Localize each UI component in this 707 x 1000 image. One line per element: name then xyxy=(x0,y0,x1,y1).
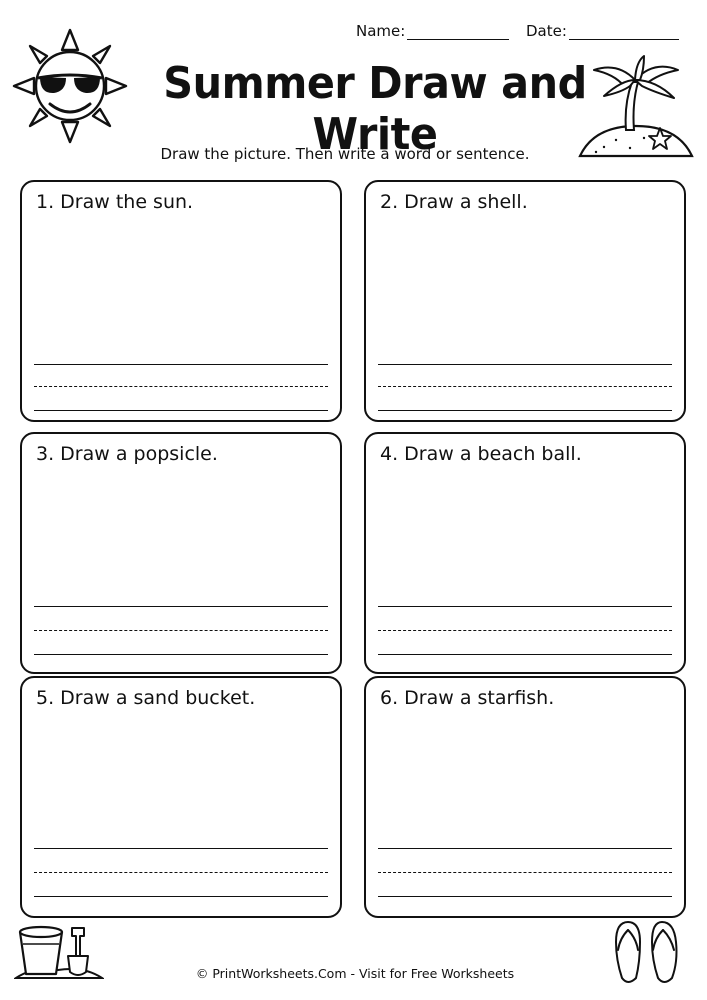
sand-bucket-and-shovel-icon xyxy=(14,914,104,984)
writing-line-top xyxy=(34,364,328,365)
writing-line-middle xyxy=(378,872,672,873)
name-blank-line[interactable] xyxy=(407,22,509,40)
instructions: Draw the picture. Then write a word or sentence. xyxy=(160,145,530,163)
writing-line-top xyxy=(378,606,672,607)
name-label: Name: xyxy=(356,22,406,40)
writing-line-top xyxy=(34,606,328,607)
date-label: Date: xyxy=(526,22,567,40)
drawing-box-3[interactable] xyxy=(20,432,342,674)
drawing-box-5[interactable] xyxy=(20,676,342,918)
writing-line-bottom xyxy=(34,410,328,411)
worksheet-title: Summer Draw and Write xyxy=(163,58,587,160)
writing-line-middle xyxy=(378,630,672,631)
drawing-box-1[interactable] xyxy=(20,180,342,422)
writing-line-bottom xyxy=(378,654,672,655)
date-blank-line[interactable] xyxy=(569,22,679,40)
writing-line-middle xyxy=(34,872,328,873)
drawing-box-4[interactable] xyxy=(364,432,686,674)
writing-line-bottom xyxy=(34,896,328,897)
drawing-box-2[interactable] xyxy=(364,180,686,422)
prompt-label: 5. Draw a sand bucket. xyxy=(36,687,256,709)
prompt-label: 1. Draw the sun. xyxy=(36,191,194,213)
drawing-box-6[interactable] xyxy=(364,676,686,918)
writing-line-middle xyxy=(34,630,328,631)
writing-line-top xyxy=(34,848,328,849)
prompt-label: 4. Draw a beach ball. xyxy=(380,443,582,465)
name-field[interactable] xyxy=(356,22,509,40)
sun-with-sunglasses-icon xyxy=(10,26,130,146)
flip-flops-icon xyxy=(612,920,682,986)
writing-line-top xyxy=(378,848,672,849)
writing-line-bottom xyxy=(378,410,672,411)
prompt-label: 2. Draw a shell. xyxy=(380,191,528,213)
date-field[interactable] xyxy=(526,22,679,40)
footer-credit: © PrintWorksheets.Com - Visit for Free Worksheets xyxy=(195,966,515,981)
writing-line-bottom xyxy=(34,654,328,655)
writing-line-top xyxy=(378,364,672,365)
writing-line-middle xyxy=(378,386,672,387)
prompt-label: 3. Draw a popsicle. xyxy=(36,443,218,465)
writing-line-middle xyxy=(34,386,328,387)
prompt-label: 6. Draw a starfish. xyxy=(380,687,555,709)
writing-line-bottom xyxy=(378,896,672,897)
student-info xyxy=(356,22,686,48)
